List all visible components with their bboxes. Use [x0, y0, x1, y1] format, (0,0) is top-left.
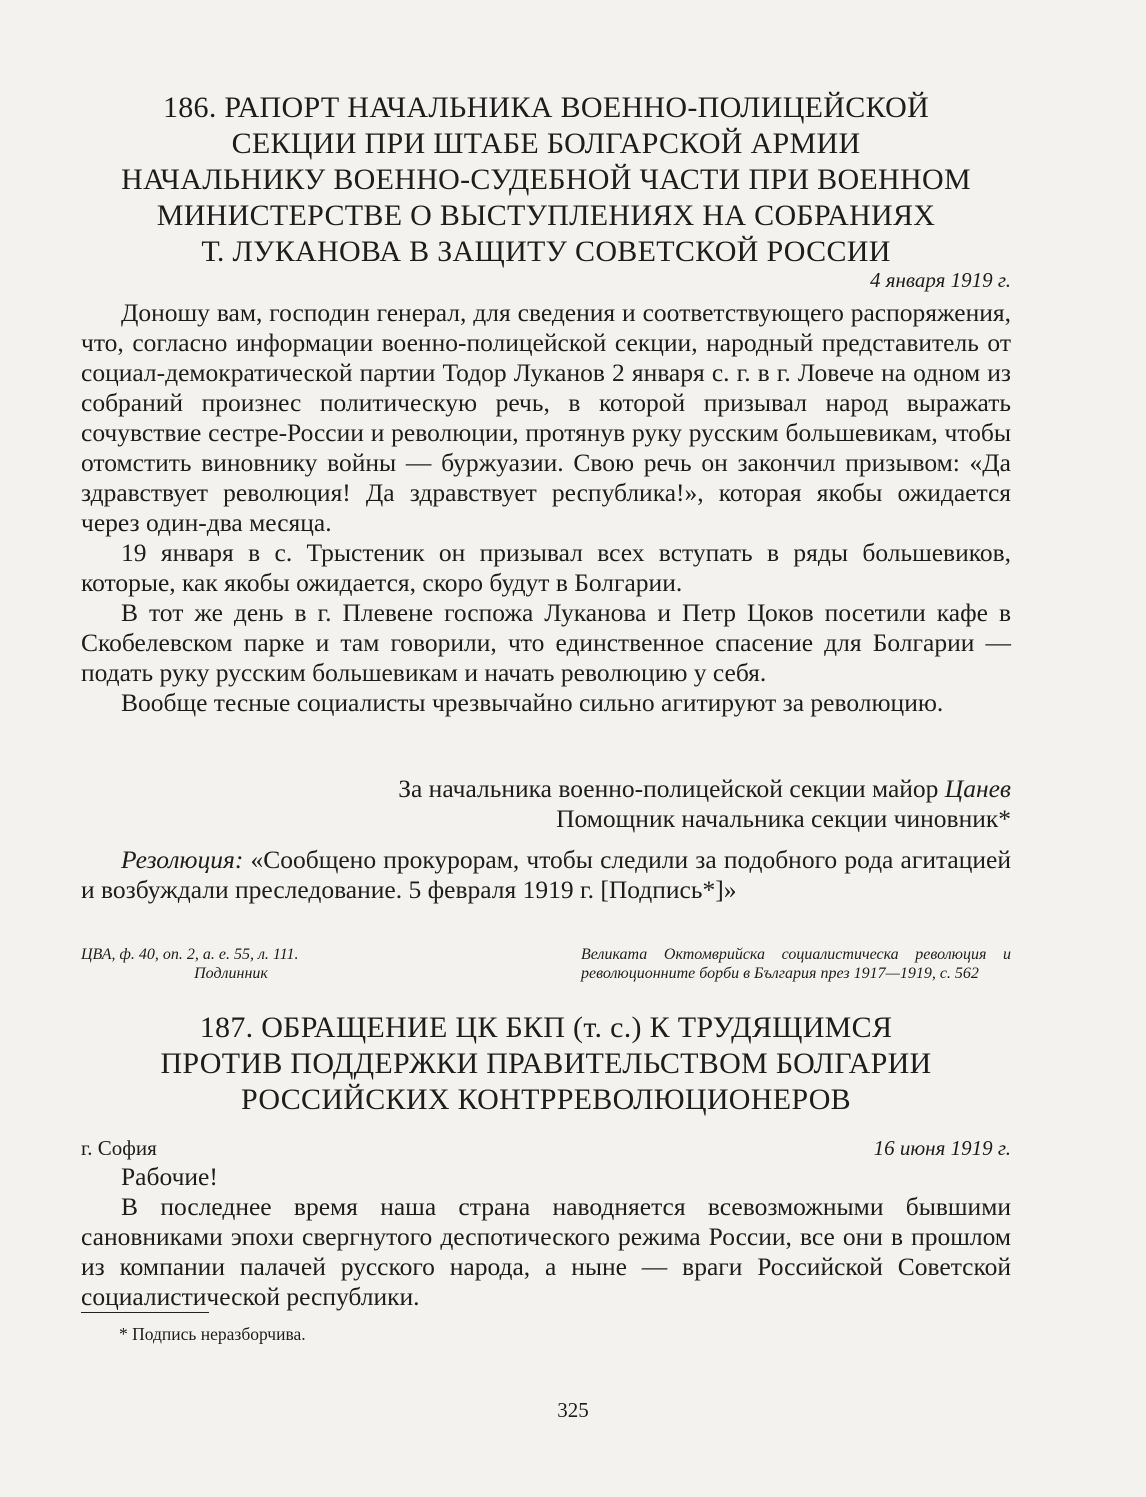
body-paragraph: В тот же день в г. Плевене госпожа Луканова и Петр Цоков посетили кафе в Скобелевском парке и там говорили, что единственное спасение для Болгарии — подать руку русским большевикам и начать революцию у себя.: [81, 598, 1011, 687]
doc186-title-line: СЕКЦИИ ПРИ ШТАБЕ БОЛГАРСКОЙ АРМИИ: [231, 127, 861, 160]
doc186-title-line: НАЧАЛЬНИКУ ВОЕННО-СУДЕБНОЙ ЧАСТИ ПРИ ВОЕННОМ: [121, 163, 971, 196]
doc186-date: 4 января 1919 г.: [869, 268, 1011, 292]
doc187-body: [81, 1162, 1011, 1312]
signature-line: [81, 774, 1011, 804]
doc186-title-line: МИНИСТЕРСТВЕ О ВЫСТУПЛЕНИЯХ НА СОБРАНИЯХ: [156, 199, 936, 232]
body-paragraph: Вообще тесные социалисты чрезвычайно сильно агитируют за революцию.: [121, 688, 944, 717]
doc186-title-line: 186. РАПОРТ НАЧАЛЬНИКА ВОЕННО-ПОЛИЦЕЙСКОЙ: [162, 91, 930, 124]
page-number: 325: [557, 1398, 589, 1422]
doc186-title-line: Т. ЛУКАНОВА В ЗАЩИТУ СОВЕТСКОЙ РОССИИ: [201, 235, 891, 268]
doc187-title-line: 187. ОБРАЩЕНИЕ ЦК БКП (т. с.) К ТРУДЯЩИМСЯ: [199, 1011, 893, 1044]
doc186-sources: [81, 945, 1011, 983]
footnote-divider: [81, 1312, 209, 1313]
footnote-area: [81, 1312, 1011, 1345]
doc186-title: [81, 90, 1011, 270]
publication-source: Великата Октомврийска социалистическа революция и революционните борби в България през 1917—1919, с. 562: [581, 946, 1011, 982]
doc187-title-line: РОССИЙСКИХ КОНТРРЕВОЛЮЦИОНЕРОВ: [241, 1083, 851, 1116]
doc187-title: [81, 1010, 1011, 1118]
doc186-body: [81, 298, 1011, 718]
signature-position: За начальника военно-полицейской секции майор: [398, 774, 945, 803]
body-paragraph: 19 января в с. Трыстеник он призывал всех вступать в ряды большевиков, которые, как якобы ожидается, скоро будут в Болгарии.: [81, 538, 1011, 597]
signature-line: Помощник начальника секции чиновник*: [556, 804, 1011, 833]
doc187-title-line: ПРОТИВ ПОДДЕРЖКИ ПРАВИТЕЛЬСТВОМ БОЛГАРИИ: [160, 1047, 932, 1080]
doc187-dateline: [81, 1136, 1011, 1161]
resolution-text: «Сообщено прокурорам, чтобы следили за подобного рода агитацией и возбуждали преследование. 5 февраля 1919 г. [Подпись*]»: [81, 845, 1011, 904]
body-paragraph: Доношу вам, господин генерал, для сведения и соответствующего распоряжения, что, согласно информации военно-полицейской секции, народный представитель от социал-демократической партии Тодор Луканов 2 января с. г. в г. Ловече на одном из собраний произнес политическую речь, в которой призывал народ выражать сочувствие сестре-России и революции, протянув руку русским большевикам, чтобы отомстить виновнику войны — буржуазии. Свою речь он закончил призывом: «Да здравствует революция! Да здравствует республика!», которая якобы ожидается через один-два месяца.: [81, 298, 1011, 537]
body-paragraph: В последнее время наша страна наводняется всевозможными бывшими сановниками эпохи свергнутого деспотического режима России, все они в прошлом из компании палачей русского народа, а ныне — враги Российской Советской социалистической республики.: [81, 1192, 1011, 1311]
greeting: Рабочие!: [121, 1162, 218, 1191]
archive-reference: ЦВА, ф. 40, оп. 2, а. е. 55, л. 111.: [81, 946, 299, 963]
archive-source: [81, 945, 381, 983]
doc186-signature: [81, 774, 1011, 834]
footnote: * Подпись неразборчива.: [119, 1324, 306, 1344]
archive-original-note: Подлинник: [194, 965, 268, 982]
resolution-paragraph: [81, 845, 1011, 905]
doc187-date: 16 июня 1919 г.: [873, 1136, 1011, 1160]
doc186-resolution: [81, 845, 1011, 905]
doc187-place: г. София: [81, 1136, 157, 1160]
signature-name: Цанев: [944, 774, 1011, 803]
resolution-label: Резолюция:: [121, 845, 244, 874]
